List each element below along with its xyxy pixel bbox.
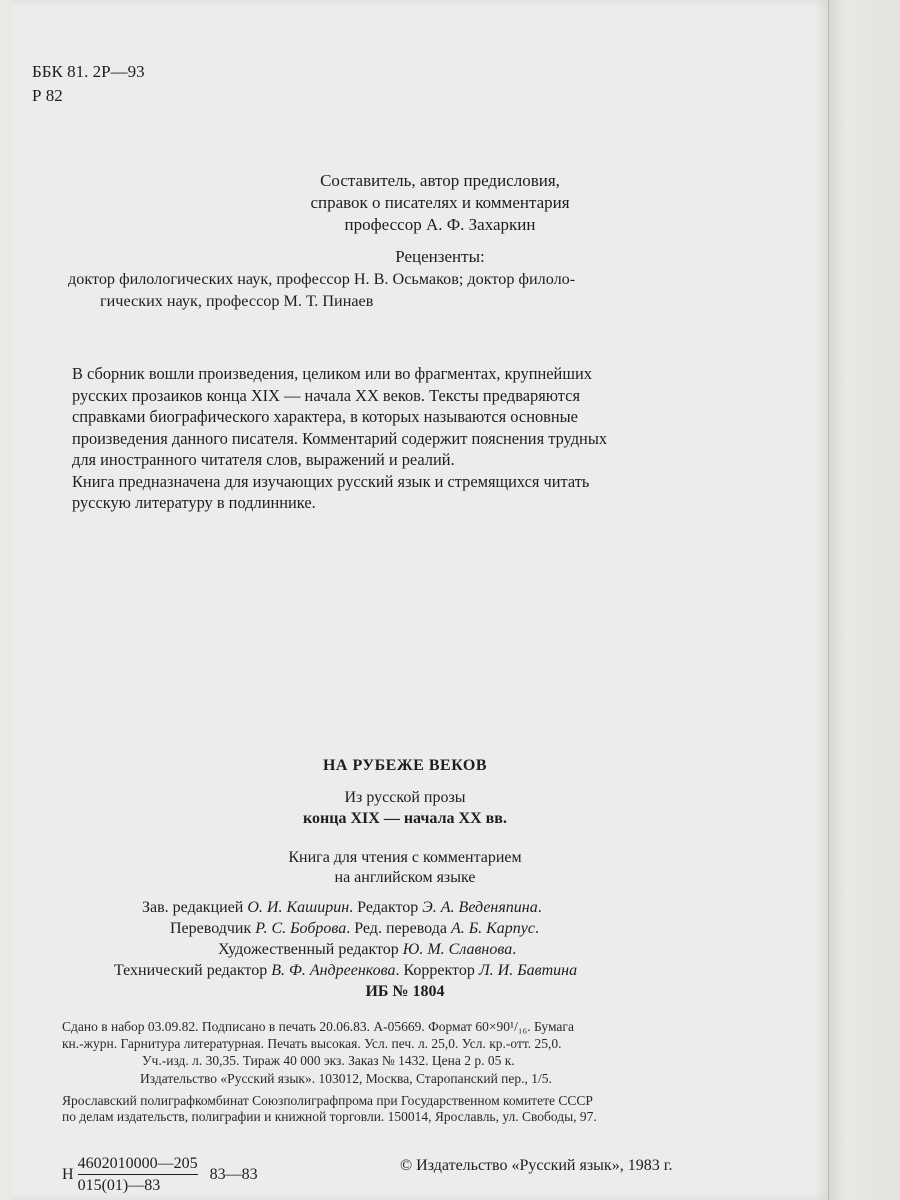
publisher-address: Издательство «Русский язык». 103012, Москва, Старопанский пер., 1/5. xyxy=(140,1071,552,1086)
book-subtitle: Из русской прозы конца XIX — начала XX вв. xyxy=(303,789,507,827)
printer-info: Ярославский полиграфкомбинат Союзполиграфпрома при Государственном комитете СССР по делам издательств, полиграфии и книжной торговли. 150014, Ярославль, ул. Свободы, 97. xyxy=(62,1093,597,1124)
copyright-notice: © Издательство «Русский язык», 1983 г. xyxy=(400,1157,673,1174)
page-edge xyxy=(828,0,900,1200)
annotation-paragraph: В сборник вошли произведения, целиком или во фрагментах, крупнейших русских прозаиков конца XIX — начала XX веков. Тексты предваряются справками биографического характера, в которых называются основные произведения данного писателя. Комментарий содержит пояснения трудных для иностранного читателя слов, выражений и реалий. Книга предназначена для изучающих русский язык и стремящихся читать русскую литературу в подлиннике. xyxy=(72,364,608,512)
staff-line: Технический редактор В. Ф. Андреенкова. Корректор Л. И. Бавтина xyxy=(114,962,578,979)
technical-data: Сдано в набор 03.09.82. Подписано в печать 20.06.83. А-05669. Формат 60×90¹/₁₆. Бумага кн.-журн. Гарнитура литературная. Печать высокая. Усл. печ. л. 25,0. Усл. кр.-отт. 25,0. Уч.-изд. л. 30,35. Тираж 40 000 экз. Заказ № 1432. Цена 2 р. 05 к. xyxy=(62,1019,574,1068)
reviewers-heading: Рецензенты: xyxy=(395,247,485,266)
book-page xyxy=(10,0,828,1200)
catalog-code: Н $\frac{4602010000—205}{015(01)—83}$ 83—83 xyxy=(62,1155,258,1194)
staff-line: Художественный редактор Ю. М. Славнова. xyxy=(218,941,517,958)
ib-number: ИБ № 1804 xyxy=(365,983,445,1000)
book-description: Книга для чтения с комментарием на английском языке xyxy=(288,849,522,886)
staff-line: Зав. редакцией О. И. Каширин. Редактор Э. А. Веденяпина. xyxy=(142,899,542,916)
compiler-info: Составитель, автор предисловия, справок о писателях и комментария профессор А. Ф. Захаркин xyxy=(310,171,570,234)
reviewers-list: доктор филологических наук, профессор Н. В. Осьмаков; доктор филоло- гических наук, профессор М. Т. Пинаев xyxy=(68,270,576,310)
book-title: НА РУБЕЖЕ ВЕКОВ xyxy=(322,757,488,774)
staff-line: Переводчик Р. С. Боброва. Ред. перевода А. Б. Карпус. xyxy=(170,920,539,937)
bbk-classification: ББК 81. 2Р—93 Р 82 xyxy=(32,62,145,105)
code-fraction: $\frac{4602010000—205}{015(01)—83}$ xyxy=(77,1155,198,1194)
editorial-staff xyxy=(114,897,577,981)
